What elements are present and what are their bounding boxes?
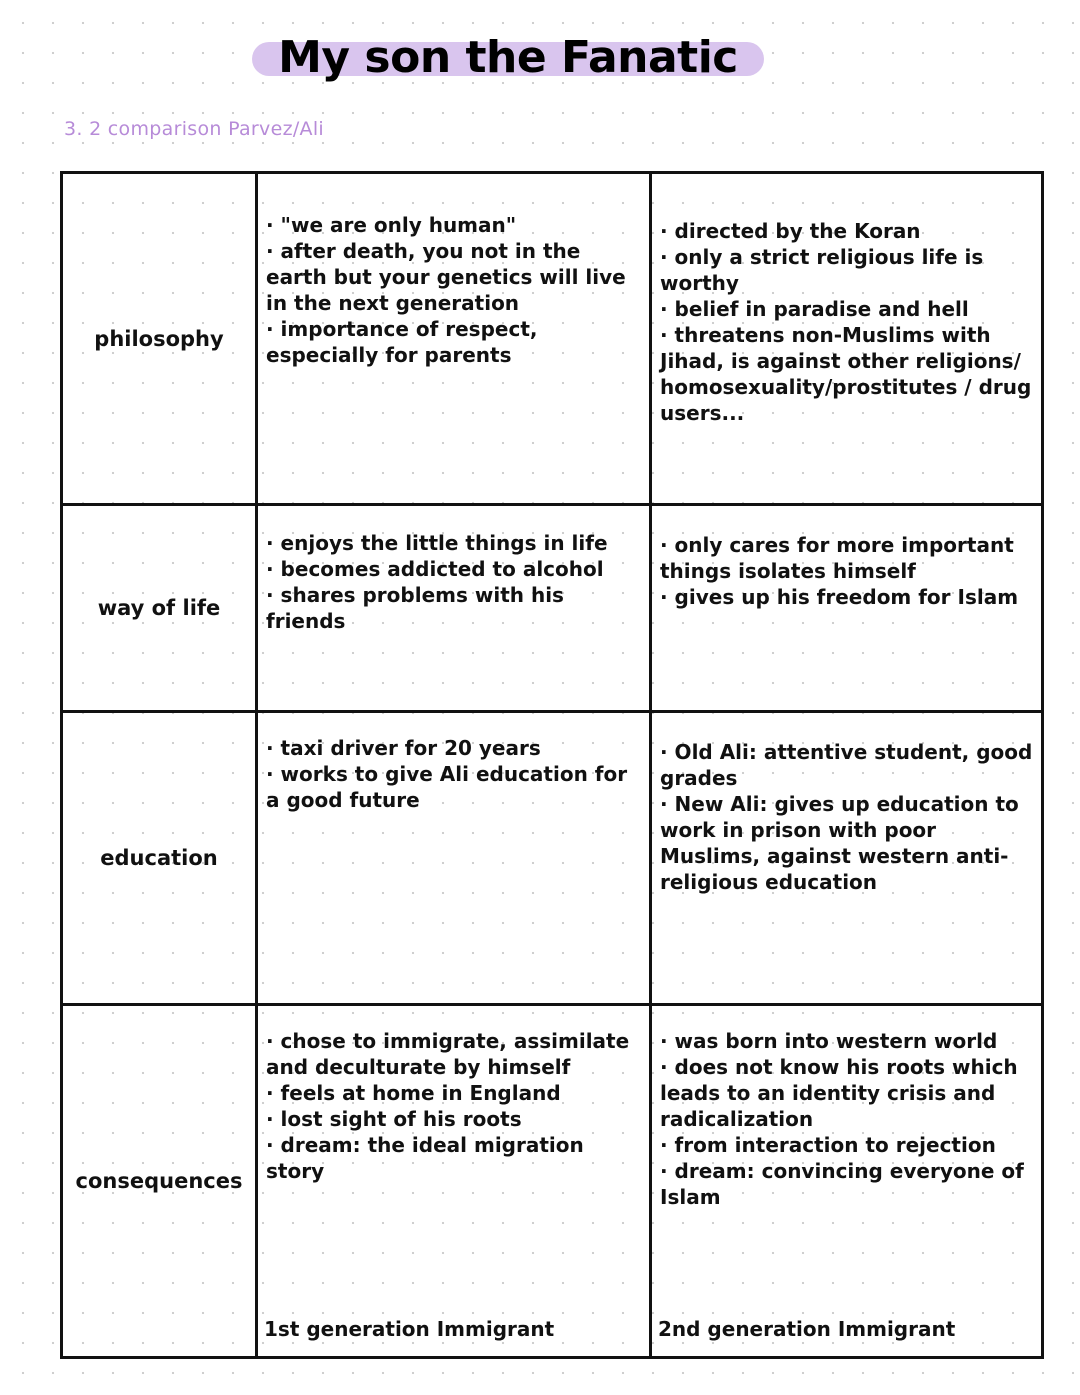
bullet: · taxi driver for 20 years bbox=[266, 736, 541, 760]
bullet: · New Ali: gives up education to work in prison with poor Muslims, against western anti-religious education bbox=[660, 792, 1019, 894]
generation-note-parvez: 1st generation Immigrant bbox=[264, 1317, 555, 1341]
comparison-table bbox=[60, 171, 1044, 1359]
table-row-philosophy bbox=[62, 173, 1043, 505]
bullet: · works to give Ali education for a good future bbox=[266, 762, 628, 812]
bullet: · Old Ali: attentive student, good grades bbox=[660, 740, 1033, 790]
bullet: · directed by the Koran bbox=[660, 219, 921, 243]
bullet: · belief in paradise and hell bbox=[660, 297, 969, 321]
row-label-consequences: consequences bbox=[62, 1005, 257, 1358]
bullet: · dream: convincing everyone of Islam bbox=[660, 1159, 1024, 1209]
page-title: My son the Fanatic bbox=[278, 32, 738, 83]
bullet: · does not know his roots which leads to an identity crisis and radicalization bbox=[660, 1055, 1018, 1131]
bullet: · enjoys the little things in life bbox=[266, 531, 608, 555]
row-label-philosophy: philosophy bbox=[62, 173, 257, 505]
ali-cell-education bbox=[651, 712, 1043, 1005]
parvez-cell-education bbox=[257, 712, 651, 1005]
parvez-cell-consequences bbox=[257, 1005, 651, 1358]
bullet: · was born into western world bbox=[660, 1029, 998, 1053]
bullet: · gives up his freedom for Islam bbox=[660, 585, 1019, 609]
bullet: · only cares for more important things isolates himself bbox=[660, 533, 1014, 583]
row-label-way-of-life: way of life bbox=[62, 505, 257, 712]
title-block bbox=[252, 28, 764, 88]
row-label-education: education bbox=[62, 712, 257, 1005]
bullet: · threatens non-Muslims with Jihad, is against other religions/ homosexuality/prostitutes / drug users... bbox=[660, 323, 1032, 425]
bullet: · after death, you not in the earth but your genetics will live in the next generation bbox=[266, 239, 626, 315]
bullet: · dream: the ideal migration story bbox=[266, 1133, 584, 1183]
generation-note-ali: 2nd generation Immigrant bbox=[658, 1317, 956, 1341]
bullet: · importance of respect, especially for parents bbox=[266, 317, 538, 367]
bullet: · lost sight of his roots bbox=[266, 1107, 522, 1131]
parvez-cell-philosophy bbox=[257, 173, 651, 505]
table-row-education bbox=[62, 712, 1043, 1005]
bullet: · chose to immigrate, assimilate and deculturate by himself bbox=[266, 1029, 630, 1079]
bullet: · "we are only human" bbox=[266, 213, 517, 237]
table-row-way-of-life bbox=[62, 505, 1043, 712]
bullet: · from interaction to rejection bbox=[660, 1133, 996, 1157]
bullet: · shares problems with his friends bbox=[266, 583, 564, 633]
ali-cell-consequences bbox=[651, 1005, 1043, 1358]
bullet: · only a strict religious life is worthy bbox=[660, 245, 984, 295]
ali-cell-philosophy bbox=[651, 173, 1043, 505]
bullet: · feels at home in England bbox=[266, 1081, 561, 1105]
ali-cell-way-of-life bbox=[651, 505, 1043, 712]
parvez-cell-way-of-life bbox=[257, 505, 651, 712]
section-subtitle: 3. 2 comparison Parvez/Ali bbox=[64, 118, 324, 140]
bullet: · becomes addicted to alcohol bbox=[266, 557, 604, 581]
table-row-consequences bbox=[62, 1005, 1043, 1358]
